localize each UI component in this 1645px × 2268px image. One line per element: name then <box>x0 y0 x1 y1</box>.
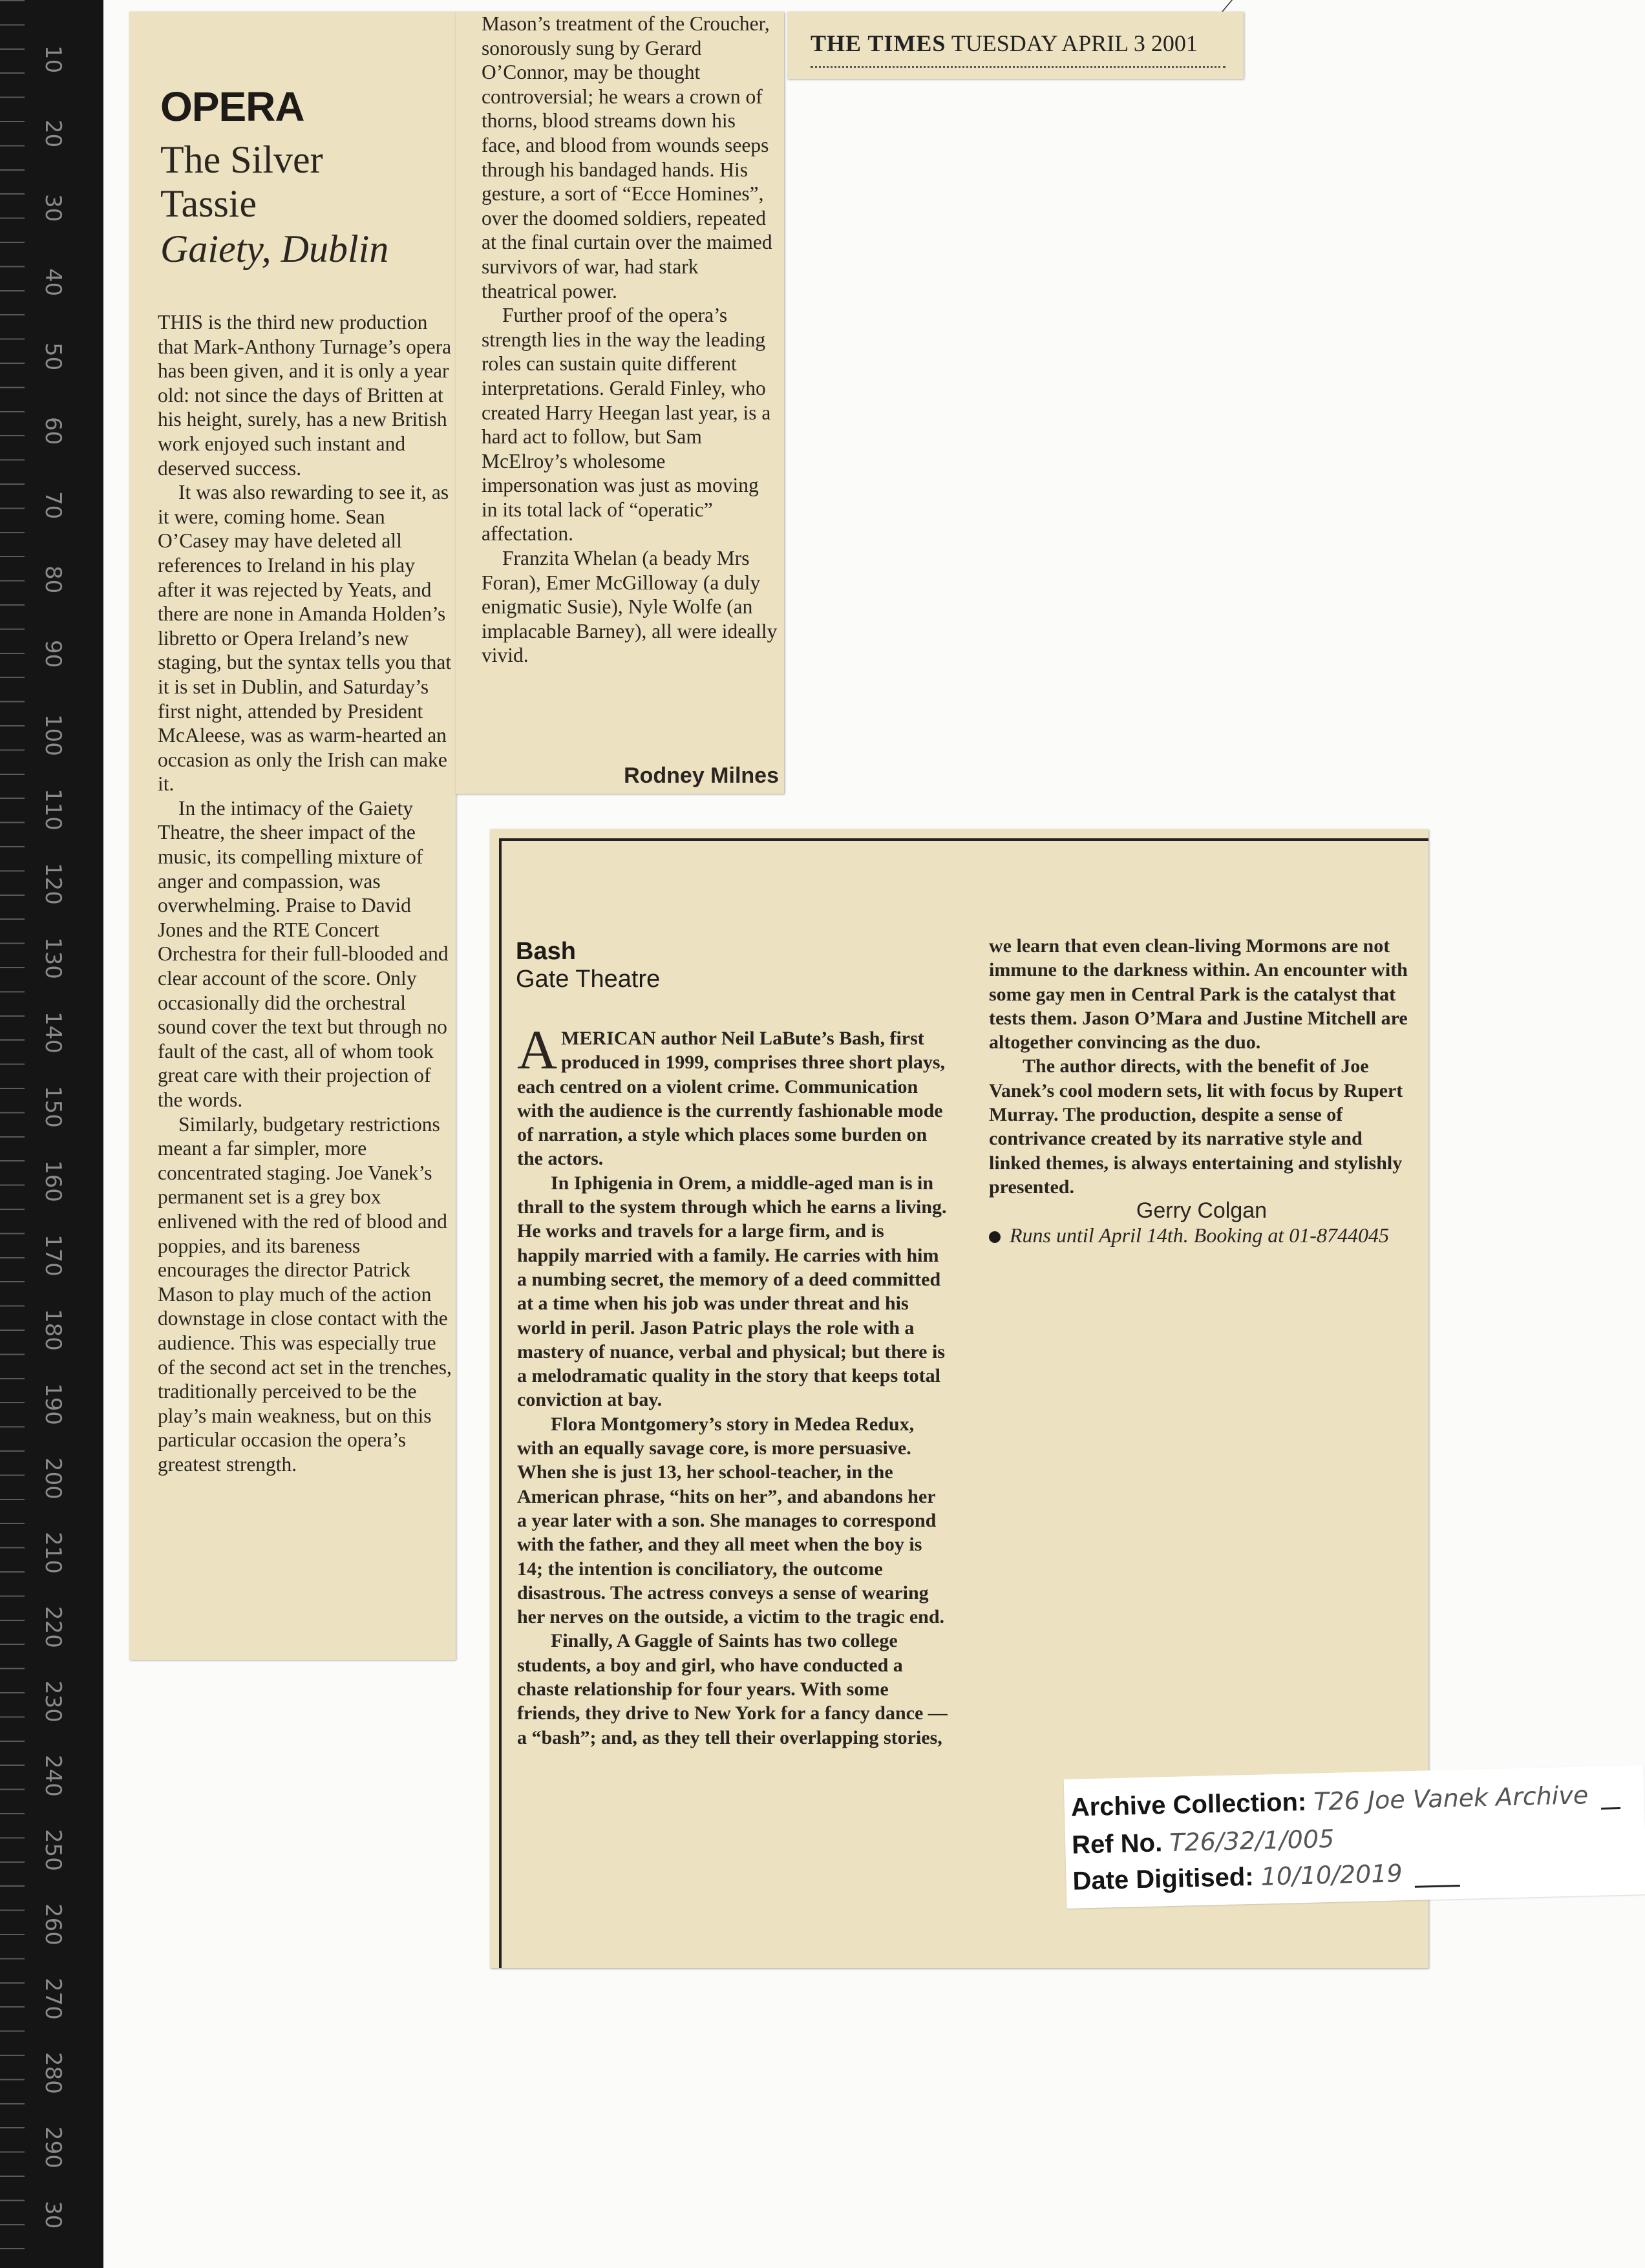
opera-paragraph: In the intimacy of the Gaiety Theatre, the sheer impact of the music, its compelling mixture of anger and compassion, was overwhelming. Praise to David Jones and the RTE Concert Orchestra for their full-blooded and clear account of the score. Only occasionally did the orchestral sound cover the text but through no fault of the cast, all of whom took great care with their projection of the words. <box>158 796 449 1111</box>
ruler-label: 20 <box>40 120 66 148</box>
ruler-label: 90 <box>40 640 66 668</box>
opera-venue: Gaiety, Dublin <box>160 228 389 270</box>
ruler-label: 180 <box>40 1309 66 1351</box>
bash-reviewer: Gerry Colgan <box>1136 1198 1268 1224</box>
opera-paragraph: Further proof of the opera’s strength lies in the way the leading roles can sustain quite different interpretations. Gerald Finley, who created Harry Heegan last year, is a hard act to follow, but Sam McElroy’s wholesome impersonation was just as moving in its total lack of “operatic” affectation. <box>482 304 771 546</box>
ruler-label: 200 <box>40 1457 66 1500</box>
opera-paragraph: THIS is the third new production that Mark-Anthony Turnage’s opera has been given, and it is only a year old: not since the days of Britten at his height, surely, has a new British work enjoyed such instant and deserved success. <box>158 311 452 480</box>
archive-collection-row <box>1070 1780 1620 1823</box>
section-heading: OPERA <box>160 83 304 130</box>
bash-title: Bash <box>516 938 576 965</box>
underline <box>1414 1863 1460 1888</box>
ref-row <box>1072 1825 1335 1860</box>
bash-body-column-2 <box>989 934 1414 1247</box>
run-info <box>989 1224 1414 1247</box>
masthead <box>811 30 1198 57</box>
archive-label <box>1064 1765 1645 1909</box>
drop-cap: A <box>517 1019 558 1081</box>
opera-title-line1: The Silver <box>160 138 323 181</box>
ruler-label: 290 <box>40 2126 66 2168</box>
bash-paragraph: Flora Montgomery’s story in Medea Redux, with an equally savage core, is more persuasive. When she is just 13, her school-teacher, in the American phrase, “hits on her”, and abandons her a year later with a son. She manages to correspond with the father, and they all meet when the boy is 14; the intention is conciliatory, the outcome disastrous. The actress conveys a sense of wearing her nerves on the outside, a victim to the tragic end. <box>517 1413 945 1628</box>
ruler-label: 70 <box>40 491 66 520</box>
ruler-label: 30 <box>40 194 66 222</box>
ruler-label: 40 <box>40 268 66 297</box>
ruler-label: 100 <box>40 714 66 756</box>
newspaper-masthead-clipping <box>787 12 1244 79</box>
ruler-label: 30 <box>40 2201 66 2229</box>
opera-paragraph: It was also rewarding to see it, as it were, coming home. Sean O’Casey may have deleted all references to Ireland in his play after it was rejected by Yeats, and there are none in Amanda Holden’s libretto or Opera Ireland’s new staging, but the syntax tells you that it is set in Dublin, and Saturday’s first night, attended by President McAleese, was as warm-hearted an occasion as only the Irish can make it. <box>158 481 452 796</box>
opera-body-column-2 <box>482 12 779 668</box>
measuring-ruler <box>0 0 103 2268</box>
opera-body-column-1 <box>158 310 456 1477</box>
ruler-label: 240 <box>40 1755 66 1797</box>
ruler-label: 10 <box>40 45 66 74</box>
ruler-label: 150 <box>40 1086 66 1128</box>
ruler-label: 110 <box>40 789 66 831</box>
run-info-text: Runs until April 14th. Booking at 01-8744045 <box>1010 1223 1389 1247</box>
opera-review-clipping-left <box>129 12 456 1660</box>
ruler-label: 130 <box>40 937 66 979</box>
ruler-label: 60 <box>40 417 66 445</box>
ref-value: T26/32/1/005 <box>1169 1824 1335 1858</box>
ruler-label: 250 <box>40 1829 66 1871</box>
ruler-label: 230 <box>40 1680 66 1722</box>
bullet-icon <box>989 1231 1001 1243</box>
ruler-label: 160 <box>40 1160 66 1202</box>
opera-paragraph: Mason’s treatment of the Croucher, sonorously sung by Gerard O’Connor, may be thought controversial; he wears a crown of thorns, blood streams down his face, and blood from wounds seeps through his bandaged hands. His gesture, a sort of “Ecce Homines”, over the doomed soldiers, repeated at the final curtain over the maimed survivors of war, had stark theatrical power. <box>482 12 772 302</box>
ruler-label: 260 <box>40 1903 66 1945</box>
bash-venue: Gate Theatre <box>516 966 661 993</box>
ruler-ticks <box>0 0 25 2268</box>
ruler-label: 220 <box>40 1606 66 1648</box>
bash-body-column-1 <box>517 1019 949 1750</box>
bash-paragraph-text: MERICAN author Neil LaBute’s Bash, first produced in 1999, comprises three short plays, each centred on a violent crime. Communication with the audience is the currently fashionable mode of narration, a style which places some burden on the actors. <box>517 1028 946 1170</box>
opera-title-line2: Tassie <box>160 182 257 225</box>
bash-paragraph: Finally, A Gaggle of Saints has two college students, a boy and girl, who have conducted a chaste relationship for four years. With some friends, they drive to New York for a fancy dance — a “bash”; and, as they tell their overlapping stories, <box>517 1630 948 1748</box>
opera-paragraph: Franzita Whelan (a beady Mrs Foran), Emer McGilloway (a duly enigmatic Susie), Nyle Wolfe (an implacable Barney), all were ideally vivid. <box>482 547 778 667</box>
opera-title <box>160 138 323 226</box>
publication-date: TUESDAY APRIL 3 2001 <box>951 30 1198 56</box>
ruler-label: 210 <box>40 1532 66 1574</box>
archive-collection-value: T26 Joe Vanek Archive <box>1313 1781 1589 1816</box>
ruler-label: 80 <box>40 566 66 594</box>
ruler-label: 120 <box>40 863 66 905</box>
ruler-label: 50 <box>40 343 66 371</box>
ruler-label: 170 <box>40 1235 66 1277</box>
date-label: Date Digitised: <box>1072 1862 1255 1896</box>
ruler-label: 190 <box>40 1383 66 1425</box>
bash-paragraph: we learn that even clean-living Mormons are not immune to the darkness within. An encounter with some gay men in Central Park is the catalyst that tests them. Jason O’Mara and Justine Mitchell are altogether convincing as the duo. <box>989 935 1408 1054</box>
opera-review-clipping-right <box>456 12 784 794</box>
ref-label: Ref No. <box>1071 1828 1163 1860</box>
bash-heading <box>516 938 660 993</box>
masthead-dotted-rule <box>811 66 1226 68</box>
opera-byline: Rodney Milnes <box>624 763 779 788</box>
ruler-label: 140 <box>40 1012 66 1054</box>
bash-paragraph: The author directs, with the benefit of Joe Vanek’s cool modern sets, lit with focus by Rupert Murray. The production, despite a sense of contrivance created by its narrative style and linked themes, is always entertaining and stylishly presented. <box>989 1055 1403 1198</box>
bash-paragraph: In Iphigenia in Orem, a middle-aged man is in thrall to the system through which he earns a living. He works and travels for a large firm, and is happily married with a family. He carries with him a numbing secret, the memory of a deed committed at a time when his job was under threat and his world in peril. Jason Patric plays the role with a mastery of nuance, verbal and physical; but there is a melodramatic quality in the story that keeps total conviction at bay. <box>517 1172 947 1411</box>
newspaper-name: THE TIMES <box>811 30 946 56</box>
ruler-label: 270 <box>40 1978 66 2020</box>
ruler-label: 280 <box>40 2052 66 2094</box>
opera-paragraph: Similarly, budgetary restrictions meant a far simpler, more concentrated staging. Joe Vanek’s permanent set is a grey box enlivened with the red of blood and poppies, and its bareness encourages the director Patrick Mason to play much of the action downstage in close contact with the audience. This was especially true of the second act set in the trenches, traditionally perceived to be the play’s main weakness, but on this particular occasion the opera’s greatest strength. <box>158 1112 452 1476</box>
bash-paragraph <box>517 1019 949 1171</box>
underline <box>1600 1785 1620 1810</box>
archive-collection-label: Archive Collection: <box>1070 1787 1307 1822</box>
date-value: 10/10/2019 <box>1260 1859 1403 1891</box>
date-row <box>1072 1858 1460 1896</box>
